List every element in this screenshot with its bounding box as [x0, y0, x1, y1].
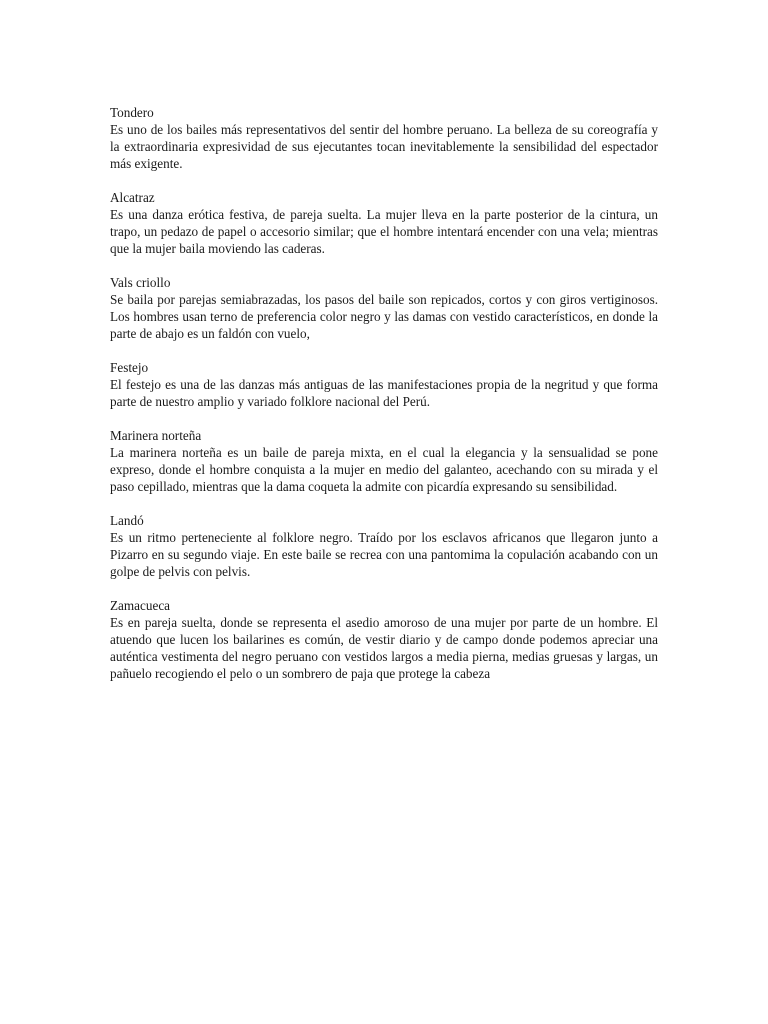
section-paragraph: Es en pareja suelta, donde se representa el asedio amoroso de una mujer por parte de un hombre. El atuendo que lucen los bailarines es común, de vestir diario y de campo donde podemos apreciar una auténtica vestimenta del negro peruano con vestidos largos a media pierna, medias gruesas y largas, un pañuelo recogiendo el pelo o un sombrero de paja que protege la cabeza	[110, 615, 658, 681]
section-paragraph: Es uno de los bailes más representativos del sentir del hombre peruano. La belleza de su coreografía y la extraordinaria expresividad de sus ejecutantes tocan inevitablemente la sensibilidad del espectador más exigente.	[110, 122, 658, 171]
section-tondero	[110, 104, 658, 172]
section-paragraph: Es una danza erótica festiva, de pareja suelta. La mujer lleva en la parte posterior de la cintura, un trapo, un pedazo de papel o accesorio similar; que el hombre intentará encender con una vela; mientras que la mujer baila moviendo las caderas.	[110, 207, 658, 256]
section-heading: Festejo	[110, 360, 149, 375]
section-zamacueca	[110, 597, 658, 682]
section-heading: Vals criollo	[110, 275, 171, 290]
section-paragraph: Se baila por parejas semiabrazadas, los pasos del baile son repicados, cortos y con giros vertiginosos. Los hombres usan terno de preferencia color negro y las damas con vestido característicos, en donde la parte de abajo es un faldón con vuelo,	[110, 292, 658, 341]
section-paragraph: El festejo es una de las danzas más antiguas de las manifestaciones propia de la negritud y que forma parte de nuestro amplio y variado folklore nacional del Perú.	[110, 377, 658, 409]
section-alcatraz	[110, 189, 658, 257]
section-marinera-nortena	[110, 427, 658, 495]
section-vals-criollo	[110, 274, 658, 342]
section-heading: Tondero	[110, 105, 154, 120]
document-body	[110, 104, 658, 699]
section-heading: Zamacueca	[110, 598, 171, 613]
section-lando	[110, 512, 658, 580]
section-heading: Alcatraz	[110, 190, 155, 205]
section-paragraph: La marinera norteña es un baile de pareja mixta, en el cual la elegancia y la sensualidad se pone expreso, donde el hombre conquista a la mujer en medio del galanteo, acechando con su mirada y el paso cepillado, mientras que la dama coqueta la admite con picardía expresando su sensibilidad.	[110, 445, 658, 494]
section-paragraph: Es un ritmo perteneciente al folklore negro. Traído por los esclavos africanos que llegaron junto a Pizarro en su segundo viaje. En este baile se recrea con una pantomima la copulación acabando con un golpe de pelvis con pelvis.	[110, 530, 658, 579]
section-heading: Marinera norteña	[110, 428, 202, 443]
section-festejo	[110, 359, 658, 410]
section-heading: Landó	[110, 513, 144, 528]
